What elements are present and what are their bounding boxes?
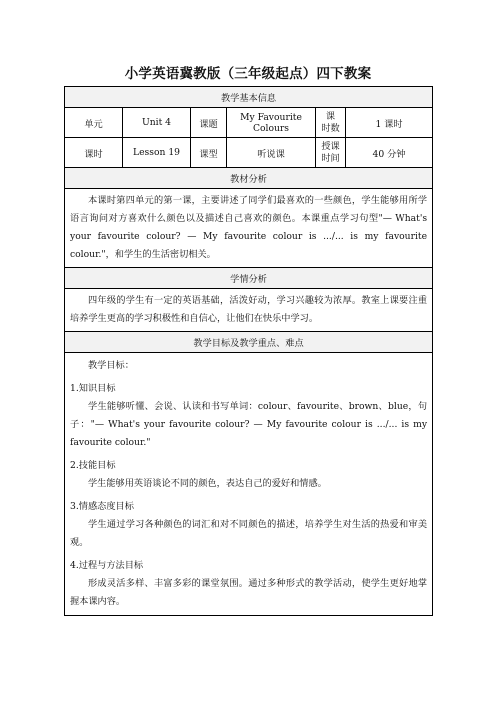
lesson-plan-table bbox=[64, 86, 433, 616]
goal-heading-attitude: 3.情感态度目标 bbox=[70, 501, 134, 512]
student-analysis-cell bbox=[65, 289, 433, 332]
material-analysis-header: 教材分析 bbox=[65, 168, 433, 189]
student-analysis-header: 学情分析 bbox=[65, 268, 433, 289]
goal-text-process: 形成灵活多样、丰富多彩的课堂氛围。通过多种形式的教学活动，使学生更好地掌握本课内容。 bbox=[70, 578, 428, 607]
type-value: 听说课 bbox=[227, 138, 316, 168]
hours-label-line-2: 时数 bbox=[321, 122, 340, 134]
material-analysis-cell bbox=[65, 189, 433, 268]
time-label-line-2: 时间 bbox=[321, 152, 340, 164]
goal-heading-skills: 2.技能目标 bbox=[70, 460, 116, 471]
hours-label bbox=[316, 108, 346, 138]
type-label: 课型 bbox=[191, 138, 227, 168]
hours-value: 1 课时 bbox=[346, 108, 433, 138]
lesson-label: 课时 bbox=[65, 138, 123, 168]
time-label-line-1: 授课 bbox=[321, 140, 340, 152]
document-title: 小学英语冀教版（三年级起点）四下教案 bbox=[124, 66, 372, 82]
goal-text-skills: 学生能够用英语谈论不同的颜色，表达自己的爱好和情感。 bbox=[88, 478, 327, 489]
basic-info-header: 教学基本信息 bbox=[65, 87, 433, 108]
goals-cell bbox=[65, 353, 433, 616]
lesson-value: Lesson 19 bbox=[123, 138, 191, 168]
goals-intro: 教学目标： bbox=[88, 360, 134, 371]
topic-label: 课题 bbox=[191, 108, 227, 138]
unit-label: 单元 bbox=[65, 108, 123, 138]
goal-heading-knowledge: 1.知识目标 bbox=[70, 383, 116, 394]
material-analysis-text: 本课时第四单元的第一课，主要讲述了同学们最喜欢的一些颜色，学生能够用所学语言询问对方喜欢什么颜色以及描述自己喜欢的颜色。本课重点学习句型"— What's your favourite colour? — My favourite colour is .../... is my favourite colour."，和学生的生活密切相关。 bbox=[70, 195, 428, 260]
goal-heading-process: 4.过程与方法目标 bbox=[70, 560, 144, 571]
goals-header: 教学目标及教学重点、难点 bbox=[65, 332, 433, 353]
goal-text-knowledge: 学生能够听懂、会说、认读和书写单词：colour、favourite、brown、blue，句子："— What's your favourite colour? — My favourite colour is .../... is my favourite colour." bbox=[70, 401, 428, 448]
unit-value: Unit 4 bbox=[123, 108, 191, 138]
time-value: 40 分钟 bbox=[346, 138, 433, 168]
time-label bbox=[316, 138, 346, 168]
topic-value: My Favourite Colours bbox=[227, 108, 316, 138]
student-analysis-text: 四年级的学生有一定的英语基础，活泼好动，学习兴趣较为浓厚。教室上课要注重培养学生更高的学习积极性和自信心，让他们在快乐中学习。 bbox=[70, 295, 428, 324]
hours-label-line-1: 课 bbox=[325, 110, 336, 122]
goal-text-attitude: 学生通过学习各种颜色的词汇和对不同颜色的描述，培养学生对生活的热爱和审美观。 bbox=[70, 519, 428, 548]
